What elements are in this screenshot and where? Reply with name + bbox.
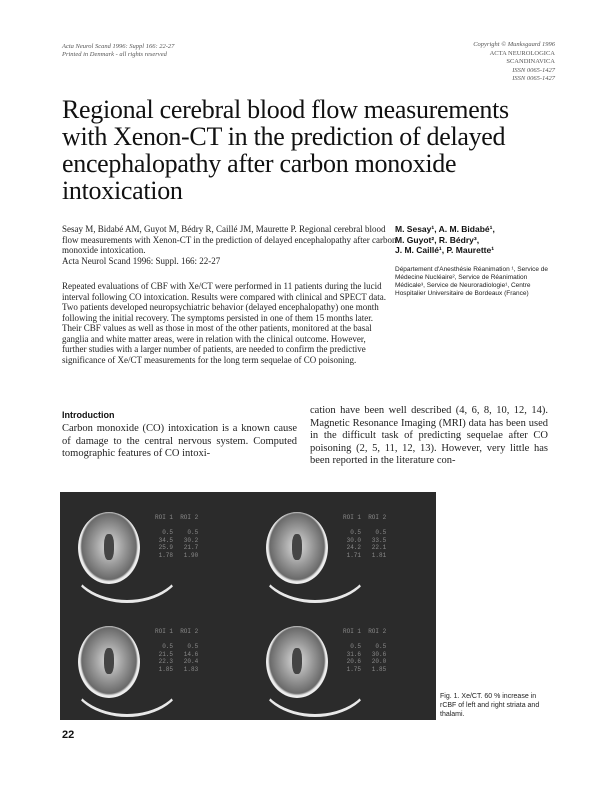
issn-line2: ISSN 0065-1427 bbox=[512, 75, 555, 82]
authors-line-2: M. Guyot², R. Bédry³, bbox=[395, 234, 480, 245]
journal-info: Acta Neurol Scand 1996: Suppl 166: 22-27 bbox=[62, 43, 175, 50]
page-number: 22 bbox=[62, 729, 75, 741]
brain-scan-image bbox=[78, 512, 140, 584]
journal-name-line1: ACTA NEUROLOGICA bbox=[489, 49, 555, 57]
brain-scan-image bbox=[266, 626, 328, 698]
body-column-right: cation have been well described (4, 6, 8, 10, 12, 14). Magnetic Resonance Imaging (MRI) data has been used in the difficult task of predicting sequelae after CO poisoning (2, 5, 11, 12, 13). However, very little has been reported in the literature con- bbox=[310, 405, 548, 466]
ct-panel bbox=[248, 492, 436, 606]
rights-info: Printed in Denmark - all rights reserved bbox=[62, 51, 167, 58]
roi-table: ROI 1 ROI 2 0.5 0.5 21.5 14.6 22.3 20.4 1.85 1.83 bbox=[155, 628, 199, 673]
roi-table: ROI 1 ROI 2 0.5 0.5 34.5 30.2 25.9 21.7 1.78 1.90 bbox=[155, 514, 199, 559]
article-title: Regional cerebral blood flow measurements with Xenon-CT in the prediction of delayed encephalopathy after carbon monoxide intoxication bbox=[62, 95, 509, 205]
author-list bbox=[395, 224, 555, 256]
journal-name-line2: SCANDINAVICA bbox=[506, 58, 555, 65]
ct-panel bbox=[60, 492, 248, 606]
running-header-left bbox=[62, 43, 174, 59]
copyright-line: Copyright © Munksgaard 1996 bbox=[473, 41, 555, 48]
running-header-right bbox=[395, 41, 555, 84]
issn-line1: ISSN 0065-1427 bbox=[512, 66, 555, 74]
affiliations: Département d'Anesthésie Réanimation ¹, Service de Médecine Nucléaire², Service de Réanimation Médicale³, Service de Neuroradiologie¹, Centre Hospitalier Universitaire de Bordeaux (France) bbox=[395, 266, 548, 297]
citation-journal: Acta Neurol Scand 1996: Suppl. 166: 22-27 bbox=[62, 255, 221, 266]
figure-caption: Fig. 1. Xe/CT. 60 % increase in rCBF of left and right striata and thalami. bbox=[440, 693, 540, 718]
body-column-left: Carbon monoxide (CO) intoxication is a known cause of damage to the central nervous system. Computed tomographic features of CO intoxi- bbox=[62, 423, 297, 459]
section-heading: Introduction bbox=[62, 410, 115, 420]
brain-scan-image bbox=[78, 626, 140, 698]
roi-table: ROI 1 ROI 2 0.5 0.5 30.0 33.5 24.2 22.1 1.71 1.81 bbox=[343, 514, 387, 559]
abstract: Repeated evaluations of CBF with Xe/CT were performed in 11 patients during the lucid interval following CO intoxication. Results were compared with clinical and SPECT data. Two patients developed neuropsychiatric behavior (delayed encephalopathy) one month following the initial recovery. The symptoms persisted in one of them 15 months later. Their CBF values as well as those in most of the other patients, monitored at the basal ganglia and white matter areas, were in relation with the clinical outcome. However, further studies with a larger number of patients, are needed to confirm the predictive significance of Xe/CT measurements for the long term sequelae of CO poisoning. bbox=[62, 281, 387, 365]
roi-table: ROI 1 ROI 2 0.5 0.5 31.6 30.6 20.6 20.0 1.75 1.85 bbox=[343, 628, 387, 673]
authors-line-3: J. M. Caillé¹, P. Maurette¹ bbox=[395, 245, 495, 255]
citation bbox=[62, 224, 397, 266]
figure-ct-scans bbox=[60, 492, 436, 720]
ct-panel bbox=[248, 606, 436, 720]
authors-line-1: M. Sesay¹, A. M. Bidabé¹, bbox=[395, 224, 495, 234]
citation-text: Sesay M, Bidabé AM, Guyot M, Bédry R, Caillé JM, Maurette P. Regional cerebral blood flow measurements with Xenon-CT in the prediction of delayed encephalopathy after carbon monoxide intoxication. bbox=[62, 224, 397, 255]
brain-scan-image bbox=[266, 512, 328, 584]
ct-panel bbox=[60, 606, 248, 720]
